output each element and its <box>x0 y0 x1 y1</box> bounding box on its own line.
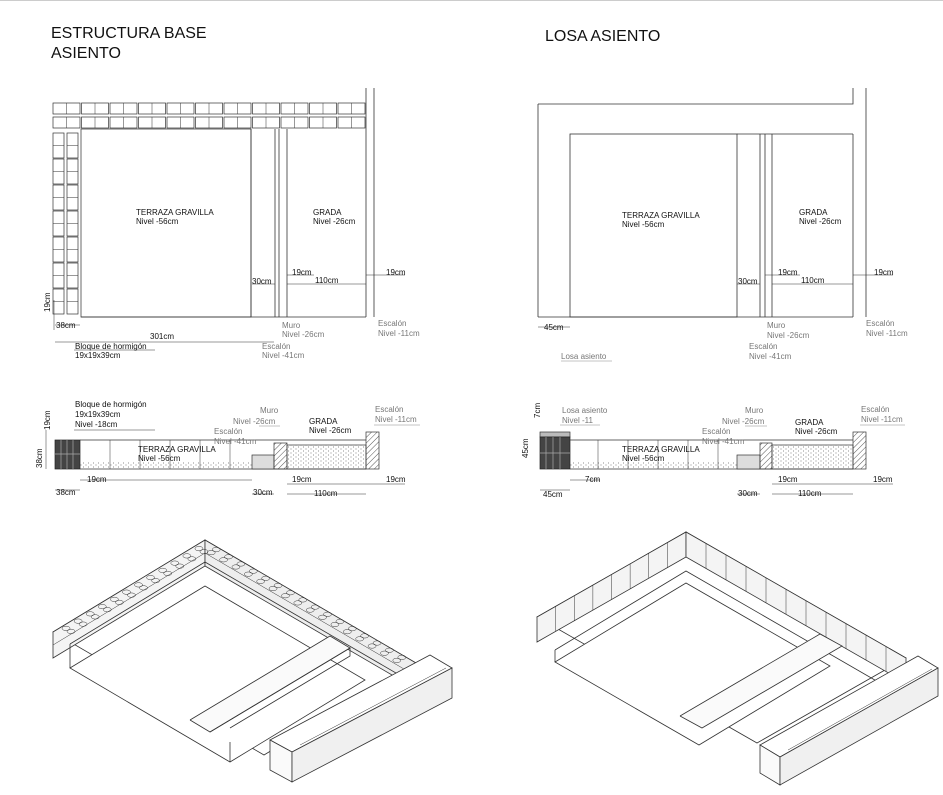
left-section-dim-19b: 19cm <box>292 475 312 484</box>
right-section-terraza-nivel: Nivel -56cm <box>622 454 665 463</box>
right-plan-grada-nivel: Nivel -26cm <box>799 217 842 226</box>
right-section-dim-19b: 19cm <box>873 475 893 484</box>
left-section-escalon-low: Escalón <box>214 427 243 436</box>
left-plan-bloque-1: Bloque de hormigón <box>75 342 147 351</box>
left-section-dim-38v: 38cm <box>35 448 44 468</box>
left-plan-grada-label: GRADA <box>313 208 342 217</box>
left-plan-grada-nivel: Nivel -26cm <box>313 217 356 226</box>
right-plan-muro-nivel: Nivel -26cm <box>767 331 810 340</box>
right-title: LOSA ASIENTO <box>545 28 661 45</box>
right-plan-dim-110: 110cm <box>801 276 825 285</box>
left-block-row-top <box>53 103 365 128</box>
right-section-dim-7b: 7cm <box>585 475 601 484</box>
left-section-bloque-2: 19x19x39cm <box>75 410 121 419</box>
left-block-column <box>53 133 78 314</box>
right-section-losa-nivel: Nivel -11 <box>562 416 593 425</box>
left-plan-muro: Muro <box>282 321 301 330</box>
left-plan-escalon-top-nivel: Nivel -11cm <box>378 329 420 338</box>
left-section-bloque-3: Nivel -18cm <box>75 420 118 429</box>
left-isometric-view <box>53 540 452 782</box>
left-section-block <box>55 440 80 469</box>
right-section-terraza: TERRAZA GRAVILLA <box>622 445 700 454</box>
left-plan-terraza-label: TERRAZA GRAVILLA <box>136 208 214 217</box>
right-plan-dim-19b: 19cm <box>874 268 894 277</box>
right-isometric-view <box>537 532 938 785</box>
left-plan-escalon-low-nivel: Nivel -41cm <box>262 351 305 360</box>
right-plan-escalon-top: Escalón <box>866 319 895 328</box>
right-section-escalon-top-nivel: Nivel -11cm <box>861 415 903 424</box>
left-section-escalon-low-nivel: Nivel -41cm <box>214 437 257 446</box>
left-section-muro <box>274 443 287 469</box>
left-section-bloque-1: Bloque de hormigón <box>75 400 147 409</box>
left-title-line2: ASIENTO <box>51 45 121 62</box>
left-plan-dim-19v: 19cm <box>43 292 52 312</box>
left-section-dim-19v: 19cm <box>43 410 52 430</box>
right-section-grada-fill <box>772 445 853 469</box>
left-section-dim-38: 38cm <box>56 488 76 497</box>
right-section-muro <box>760 443 772 469</box>
left-section-muro-nivel: Nivel -26cm <box>233 417 276 426</box>
left-section-escalon-top-nivel: Nivel -11cm <box>375 415 417 424</box>
left-plan-dim-38: 38cm <box>56 321 76 330</box>
left-plan-escalon-low: Escalón <box>262 342 291 351</box>
left-plan-dim-110: 110cm <box>315 276 339 285</box>
left-plan-dim-30: 30cm <box>252 277 272 286</box>
left-section-grada-nivel: Nivel -26cm <box>309 426 352 435</box>
right-section-escalon-low: Escalón <box>702 427 731 436</box>
left-plan-dim-19a: 19cm <box>292 268 312 277</box>
left-section-dim-19a: 19cm <box>87 475 107 484</box>
right-section-dim-45v: 45cm <box>521 438 530 458</box>
right-section-grada-nivel: Nivel -26cm <box>795 427 838 436</box>
left-plan-escalon-top: Escalón <box>378 319 407 328</box>
right-plan-grada-label: GRADA <box>799 208 828 217</box>
right-section-escalon-low-nivel: Nivel -41cm <box>702 437 745 446</box>
left-section-dim-30: 30cm <box>253 488 273 497</box>
right-plan-dim-19a: 19cm <box>778 268 798 277</box>
right-section-escalon-top: Escalón <box>861 405 890 414</box>
left-section-terraza-nivel: Nivel -56cm <box>138 454 181 463</box>
left-section-grada: GRADA <box>309 417 338 426</box>
right-section-grada: GRADA <box>795 418 824 427</box>
right-section-dim-7: 7cm <box>533 402 542 418</box>
right-section-muro: Muro <box>745 406 764 415</box>
right-plan-muro: Muro <box>767 321 786 330</box>
right-section-dim-45: 45cm <box>543 490 563 499</box>
left-title-line1: ESTRUCTURA BASE <box>51 25 207 42</box>
left-section-grada-fill <box>287 445 366 469</box>
left-plan-bloque-2: 19x19x39cm <box>75 351 121 360</box>
right-section-dim-19a: 19cm <box>778 475 798 484</box>
right-plan-escalon-low-nivel: Nivel -41cm <box>749 352 792 361</box>
right-plan-escalon-top-nivel: Nivel -11cm <box>866 329 908 338</box>
left-plan-muro-nivel: Nivel -26cm <box>282 330 325 339</box>
left-section-escalon-top: Escalón <box>375 405 404 414</box>
right-section-dim-30: 30cm <box>738 489 758 498</box>
left-section-muro: Muro <box>260 406 279 415</box>
right-plan-terraza-label: TERRAZA GRAVILLA <box>622 211 700 220</box>
left-section-terraza: TERRAZA GRAVILLA <box>138 445 216 454</box>
left-section-dim-110: 110cm <box>314 489 338 498</box>
right-plan-dim-45: 45cm <box>544 323 564 332</box>
left-plan-dim-19b: 19cm <box>386 268 406 277</box>
right-section-losa: Losa asiento <box>562 406 608 415</box>
right-plan-dim-30: 30cm <box>738 277 758 286</box>
left-section-dim-19c: 19cm <box>386 475 406 484</box>
left-section-escalon <box>366 432 379 469</box>
right-plan-escalon-low: Escalón <box>749 342 778 351</box>
right-plan-terraza-nivel: Nivel -56cm <box>622 220 665 229</box>
right-section-escalon <box>853 432 866 469</box>
left-plan-terraza-nivel: Nivel -56cm <box>136 217 179 226</box>
right-section-muro-nivel: Nivel -26cm <box>722 417 765 426</box>
right-plan-losa: Losa asiento <box>561 352 607 361</box>
left-plan-dim-301: 301cm <box>150 332 175 341</box>
right-section-dim-110: 110cm <box>798 489 822 498</box>
right-section-losa <box>540 432 570 437</box>
